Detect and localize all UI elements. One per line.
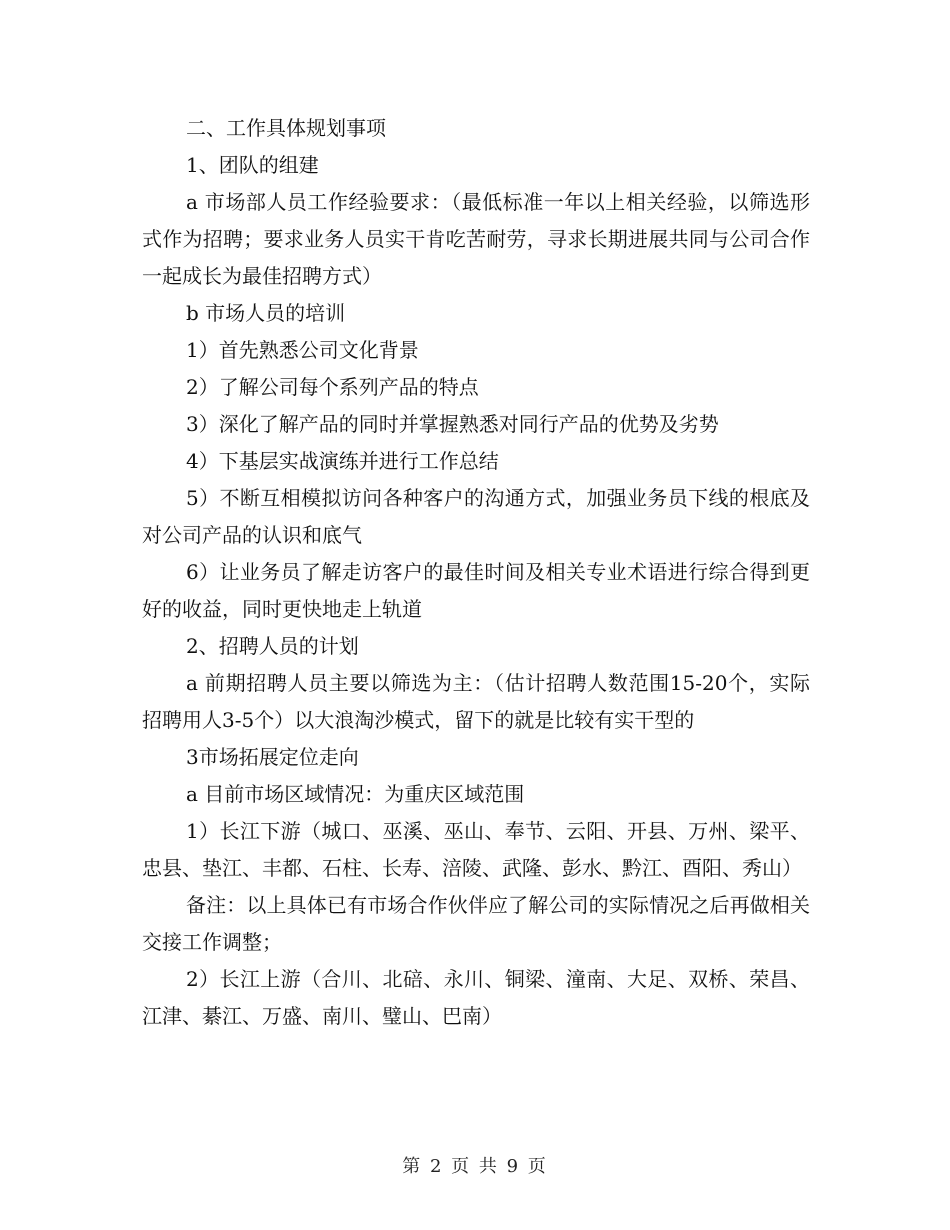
list-item-training-2: 2）了解公司每个系列产品的特点 (186, 375, 479, 399)
list-item-training-6: 6）让业务员了解走访客户的最佳时间及相关专业术语进行综合得到更好的收益，同时更快地走上轨道 (142, 560, 810, 621)
subheading-recruitment-plan: 2、招聘人员的计划 (186, 634, 359, 658)
paragraph-training-title: b 市场人员的培训 (186, 301, 346, 325)
paragraph-recruitment-screening: a 前期招聘人员主要以筛选为主：（估计招聘人数范围15-20个，实际招聘用人3-5个）以大浪淘沙模式，留下的就是比较有实干型的 (142, 671, 810, 732)
subheading-market-positioning: 3市场拓展定位走向 (186, 745, 359, 769)
subheading-team-building: 1、团队的组建 (186, 153, 319, 177)
list-item-training-5: 5）不断互相模拟访问各种客户的沟通方式，加强业务员下线的根底及对公司产品的认识和底气 (142, 486, 810, 547)
section-heading-work-plan: 二、工作具体规划事项 (186, 116, 386, 140)
document-body (142, 110, 810, 1035)
paragraph-market-area: a 目前市场区域情况：为重庆区域范围 (186, 782, 525, 806)
list-item-training-4: 4）下基层实战演练并进行工作总结 (186, 449, 499, 473)
paragraph-experience-requirements: a 市场部人员工作经验要求：（最低标准一年以上相关经验，以筛选形式作为招聘；要求业务人员实干肯吃苦耐劳，寻求长期进展共同与公司合作一起成长为最佳招聘方式） (142, 190, 810, 288)
list-item-lower-yangtze: 1）长江下游（城口、巫溪、巫山、奉节、云阳、开县、万州、梁平、忠县、垫江、丰都、石柱、长寿、涪陵、武隆、彭水、黔江、酉阳、秀山） (142, 819, 810, 880)
list-item-training-3: 3）深化了解产品的同时并掌握熟悉对同行产品的优势及劣势 (186, 412, 719, 436)
list-item-training-1: 1）首先熟悉公司文化背景 (186, 338, 419, 362)
list-item-upper-yangtze: 2）长江上游（合川、北碚、永川、铜梁、潼南、大足、双桥、荣昌、江津、綦江、万盛、南川、璧山、巴南） (142, 967, 810, 1028)
paragraph-remark: 备注：以上具体已有市场合作伙伴应了解公司的实际情况之后再做相关交接工作调整； (142, 893, 810, 954)
page-number-footer: 第 2 页 共 9 页 (402, 1156, 548, 1177)
